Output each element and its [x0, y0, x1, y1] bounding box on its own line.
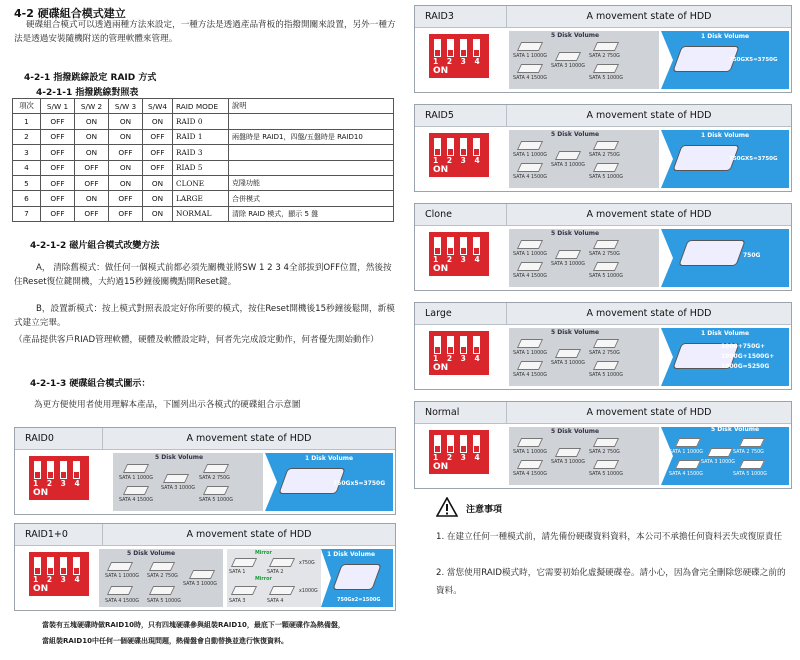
- hdd-icon: [163, 474, 189, 483]
- raid10-sata1: SATA 1: [229, 570, 246, 575]
- warning-icon: [436, 497, 458, 517]
- hdd-icon: [517, 438, 543, 447]
- s5-caption: SATA 5 1000G: [589, 472, 623, 477]
- col-header: S/W 3: [109, 99, 143, 114]
- hdd-icon: [517, 339, 543, 348]
- hdd-icon: [593, 163, 619, 172]
- hdd-icon: [593, 240, 619, 249]
- raid3-panel: [414, 5, 792, 93]
- s1-caption: SATA 1 1000G: [513, 450, 547, 455]
- table-cell: RIAD 5: [173, 160, 229, 175]
- large-dip-switch: 1 2 3 4 ON: [429, 331, 489, 375]
- clone-label: Clone: [415, 204, 507, 226]
- raid10-panel: [14, 523, 396, 611]
- table-cell: OFF: [143, 160, 173, 175]
- table-cell: OFF: [41, 191, 75, 206]
- table-row: [13, 160, 394, 175]
- table-cell: 清除 RAID 模式，顯示 5 盤: [229, 206, 394, 221]
- hdd-icon: [517, 240, 543, 249]
- table-cell: ON: [143, 191, 173, 206]
- hdd-icon: [203, 464, 229, 473]
- hdd-icon: [149, 562, 175, 571]
- table-row: [13, 175, 394, 190]
- s5-caption: SATA 5 1000G: [589, 175, 623, 180]
- hdd-icon: [203, 486, 229, 495]
- s2-caption: SATA 2 750G: [589, 450, 620, 455]
- sata4-caption: SATA 4 1500G: [119, 498, 153, 503]
- hdd-icon: [555, 52, 581, 61]
- s4-caption: SATA 4 1500G: [513, 274, 547, 279]
- sata5-caption: SATA 5 1000G: [147, 599, 181, 604]
- large-1disk-volume: 1 Disk Volume: [701, 330, 750, 337]
- s5-caption: SATA 5 1000G: [589, 274, 623, 279]
- s2-caption: SATA 2 750G: [589, 153, 620, 158]
- raid3-label: RAID3: [415, 6, 507, 28]
- sata2-caption: SATA 2 750G: [199, 476, 230, 481]
- raid5-label: RAID5: [415, 105, 507, 127]
- large-panel: [414, 302, 792, 390]
- table-cell: OFF: [41, 114, 75, 129]
- s4-caption: SATA 4 1500G: [513, 175, 547, 180]
- table-cell: ON: [109, 129, 143, 144]
- s3-caption: SATA 3 1000G: [551, 460, 585, 465]
- normal-label: Normal: [415, 402, 507, 424]
- table-cell: 4: [13, 160, 41, 175]
- section-4-2-1-3: 4-2-1-3 硬碟組合模式圖示：: [30, 379, 151, 389]
- table-cell: ON: [75, 129, 109, 144]
- raid0-dip-switch: 1 2 3 4 ON: [29, 456, 89, 500]
- raid3-sum: 750GX5=3750G: [729, 57, 778, 63]
- table-cell: 3: [13, 145, 41, 160]
- s4-caption: SATA 4 1500G: [513, 76, 547, 81]
- hdd-icon: [231, 586, 257, 595]
- table-cell: 克隆功能: [229, 175, 394, 190]
- paragraph-b: B，設置新模式：按上模式對照表設定好你所要的模式，按住Reset開機後15秒鐘後鬆開，新模式建立完畢。: [14, 304, 395, 328]
- mirror-label-1: Mirror: [255, 551, 272, 556]
- hdd-icon: [675, 438, 701, 447]
- raid3-1disk-volume: 1 Disk Volume: [701, 33, 750, 40]
- raid10-sata4: SATA 4: [267, 599, 284, 604]
- table-cell: OFF: [41, 206, 75, 221]
- s3-caption: SATA 3 1000G: [551, 262, 585, 267]
- hdd-icon: [149, 586, 175, 595]
- big-disk-icon: [678, 240, 745, 266]
- clone-5disk-volume: 5 Disk Volume: [551, 230, 600, 237]
- table-cell: OFF: [109, 145, 143, 160]
- table-cell: RAID 3: [173, 145, 229, 160]
- hdd-icon: [555, 151, 581, 160]
- table-row: [13, 191, 394, 206]
- raid10-sum: 750Gx2=1500G: [337, 597, 381, 603]
- table-cell: OFF: [75, 206, 109, 221]
- hdd-icon: [739, 438, 765, 447]
- table-cell: ON: [75, 114, 109, 129]
- table-cell: 2: [13, 129, 41, 144]
- table-cell: OFF: [75, 160, 109, 175]
- hdd-icon: [555, 448, 581, 457]
- table-cell: 1: [13, 114, 41, 129]
- table-cell: 7: [13, 206, 41, 221]
- s3-caption: SATA 3 1000G: [551, 361, 585, 366]
- hdd-icon: [593, 438, 619, 447]
- table-row: [13, 145, 394, 160]
- raid10-footnote-2: 當組裝RAID10中任何一個硬碟出現問題，熱備盤會自動替換並進行恢復資料。: [42, 637, 288, 645]
- notice-title: 注意事項: [466, 505, 503, 515]
- table-cell: ON: [143, 175, 173, 190]
- large-sum-3: 1000G=5250G: [721, 363, 770, 370]
- table-cell: RAID 0: [173, 114, 229, 129]
- table-cell: [229, 145, 394, 160]
- s2-caption: SATA 2 750G: [589, 351, 620, 356]
- s2-caption: SATA 2 750G: [589, 252, 620, 257]
- raid0-5disk-volume: 5 Disk Volume: [155, 454, 204, 461]
- hdd-icon: [107, 562, 133, 571]
- raid0-label: RAID0: [15, 428, 103, 450]
- table-cell: OFF: [109, 191, 143, 206]
- s5-caption: SATA 5 1000G: [589, 76, 623, 81]
- table-cell: OFF: [41, 175, 75, 190]
- table-cell: ON: [143, 206, 173, 221]
- raid5-title: A movement state of HDD: [586, 110, 712, 121]
- raid3-dip-switch: 1 2 3 4 ON: [429, 34, 489, 78]
- raid10-footnote-1: 當裝有五塊硬碟時做RAID10時，只有四塊硬碟參與組裝RAID10，最底下一顆硬碟作為熱備盤，: [42, 621, 345, 629]
- table-cell: OFF: [41, 129, 75, 144]
- normal-5disk-volume: 5 Disk Volume: [551, 428, 600, 435]
- large-sum-1: 1000+750G+: [721, 343, 766, 350]
- hdd-icon: [517, 141, 543, 150]
- page-heading: 4-2 硬碟組合模式建立: [14, 7, 126, 20]
- sata2-caption: SATA 2 750G: [147, 574, 178, 579]
- raid10-dip-switch: 1 2 3 4 ON: [29, 552, 89, 596]
- paragraph-a: A， 清除舊模式：做任何一個模式前都必須先關機並將SW 1 2 3 4全部拔到OFF位置，然後按住Reset復位鍵開機，大約過15秒鐘後關機點開Reset鍵。: [14, 263, 392, 287]
- mirror-label-2: Mirror: [255, 577, 272, 582]
- hdd-icon: [517, 460, 543, 469]
- table-row: [13, 206, 394, 221]
- s5-caption: SATA 5 1000G: [589, 373, 623, 378]
- large-sum-2: 1000G+1500G+: [721, 353, 775, 360]
- raid5-5disk-volume: 5 Disk Volume: [551, 131, 600, 138]
- table-cell: ON: [109, 114, 143, 129]
- hdd-icon: [593, 460, 619, 469]
- raid0-sum: 750Gx5=3750G: [333, 480, 386, 487]
- hdd-icon: [123, 464, 149, 473]
- hdd-icon: [593, 141, 619, 150]
- table-cell: OFF: [143, 129, 173, 144]
- table-cell: NORMAL: [173, 206, 229, 221]
- s2-caption: SATA 2 750G: [589, 54, 620, 59]
- s5-caption-right: SATA 5 1000G: [733, 472, 767, 477]
- raid0-1disk-volume: 1 Disk Volume: [305, 455, 354, 462]
- raid10-5disk-volume: 5 Disk Volume: [127, 550, 176, 557]
- raid10-1disk-volume: 1 Disk Volume: [327, 551, 376, 558]
- s4-caption: SATA 4 1500G: [513, 373, 547, 378]
- hdd-icon: [269, 558, 295, 567]
- hdd-icon: [555, 349, 581, 358]
- paragraph-c: （產品提供客戶RIAD管理軟體，硬體及軟體設定時，何者先完成設定動作，何者優先開始動作）: [14, 335, 379, 345]
- raid10-label: RAID1+0: [15, 524, 103, 546]
- table-cell: RAID 1: [173, 129, 229, 144]
- section-4-2-1-2: 4-2-1-2 磁片組合模式改變方法: [30, 241, 160, 251]
- hdd-icon: [517, 163, 543, 172]
- raid5-dip-switch: 1 2 3 4 ON: [429, 133, 489, 177]
- sata1-caption: SATA 1 1000G: [119, 476, 153, 481]
- hdd-icon: [517, 42, 543, 51]
- table-row: [13, 129, 394, 144]
- raid5-panel: [414, 104, 792, 192]
- raid10-title: A movement state of HDD: [186, 529, 312, 540]
- sata5-caption: SATA 5 1000G: [199, 498, 233, 503]
- s3-caption: SATA 3 1000G: [551, 64, 585, 69]
- s3-caption: SATA 3 1000G: [551, 163, 585, 168]
- normal-panel: [414, 401, 792, 489]
- hdd-icon: [517, 64, 543, 73]
- raid5-1disk-volume: 1 Disk Volume: [701, 132, 750, 139]
- s4-caption-right: SATA 4 1500G: [669, 472, 703, 477]
- hdd-icon: [593, 339, 619, 348]
- table-cell: CLONE: [173, 175, 229, 190]
- raid3-5disk-volume: 5 Disk Volume: [551, 32, 600, 39]
- hdd-icon: [517, 262, 543, 271]
- dip-switch-table: [12, 98, 394, 222]
- raid0-panel: [14, 427, 396, 515]
- s1-caption: SATA 1 1000G: [513, 153, 547, 158]
- table-cell: OFF: [75, 175, 109, 190]
- hdd-icon: [107, 586, 133, 595]
- clone-panel: [414, 203, 792, 291]
- s3-caption-right: SATA 3 1000G: [701, 460, 735, 465]
- s1-caption-right: SATA 1 1000G: [669, 450, 703, 455]
- normal-dip-switch: 1 2 3 4 ON: [429, 430, 489, 474]
- col-header: S/W 1: [41, 99, 75, 114]
- table-cell: [229, 114, 394, 129]
- hdd-icon: [231, 558, 257, 567]
- sata3-caption: SATA 3 1000G: [183, 582, 217, 587]
- large-title: A movement state of HDD: [586, 308, 712, 319]
- table-cell: OFF: [109, 206, 143, 221]
- table-cell: 6: [13, 191, 41, 206]
- s1-caption: SATA 1 1000G: [513, 54, 547, 59]
- notice-item-1: 1. 在建立任何一種模式前，請先備份硬碟資料資料，本公司不承擔任何資料丟失或復原責任: [436, 532, 783, 542]
- col-header: 項次: [13, 99, 41, 114]
- hdd-icon: [739, 460, 765, 469]
- table-cell: ON: [109, 175, 143, 190]
- col-header: RAID MODE: [173, 99, 229, 114]
- hdd-icon: [593, 361, 619, 370]
- section-4-2-1: 4-2-1 指撥跳線設定 RAID 方式: [24, 73, 157, 83]
- hdd-icon: [593, 262, 619, 271]
- col-header: 說明: [229, 99, 394, 114]
- table-header-row: [13, 99, 394, 114]
- table-cell: [229, 160, 394, 175]
- table-cell: 合併模式: [229, 191, 394, 206]
- clone-title: A movement state of HDD: [586, 209, 712, 220]
- hdd-icon: [593, 42, 619, 51]
- clone-dip-switch: 1 2 3 4 ON: [429, 232, 489, 276]
- table-cell: ON: [143, 114, 173, 129]
- col-header: S/W 2: [75, 99, 109, 114]
- hdd-icon: [517, 361, 543, 370]
- table-cell: ON: [109, 160, 143, 175]
- sata1-caption: SATA 1 1000G: [105, 574, 139, 579]
- paragraph-d: 為更方便使用者使用理解本產品，下圖列出示各模式的硬碟組合示意圖: [34, 400, 301, 410]
- s1-caption: SATA 1 1000G: [513, 351, 547, 356]
- table-row: [13, 114, 394, 129]
- table-cell: OFF: [41, 160, 75, 175]
- hdd-icon: [189, 570, 215, 579]
- table-cell: OFF: [41, 145, 75, 160]
- raid3-title: A movement state of HDD: [586, 11, 712, 22]
- clone-sum: 750G: [743, 252, 761, 259]
- section-4-2-1-1: 4-2-1-1 指撥跳線對照表: [36, 88, 139, 98]
- s4-caption: SATA 4 1500G: [513, 472, 547, 477]
- notice-item-2: 2. 當您使用RAID模式時，它需要初始化虛擬硬碟卷。請小心，因為會完全刪除您硬碟之前的資料。: [436, 568, 786, 596]
- col-header: S/W4: [143, 99, 173, 114]
- table-cell: LARGE: [173, 191, 229, 206]
- raid10-sata2: SATA 2: [267, 570, 284, 575]
- large-5disk-volume: 5 Disk Volume: [551, 329, 600, 336]
- raid10-size1: x750G: [299, 561, 315, 566]
- hdd-icon: [555, 250, 581, 259]
- hdd-icon: [269, 586, 295, 595]
- normal-title: A movement state of HDD: [586, 407, 712, 418]
- table-cell: OFF: [143, 145, 173, 160]
- table-cell: 兩盤時是 RAID1，四盤/五盤時是 RAID10: [229, 129, 394, 144]
- table-cell: ON: [75, 145, 109, 160]
- s1-caption: SATA 1 1000G: [513, 252, 547, 257]
- hdd-icon: [123, 486, 149, 495]
- sata4-caption: SATA 4 1500G: [105, 599, 139, 604]
- large-label: Large: [415, 303, 507, 325]
- table-cell: 5: [13, 175, 41, 190]
- hdd-icon: [593, 64, 619, 73]
- s2-caption-right: SATA 2 750G: [733, 450, 764, 455]
- hdd-icon: [707, 448, 733, 457]
- intro-paragraph: 硬碟組合模式可以透過兩種方法來設定，一種方法是透過產品背板的指撥開關來設置，另外一種方法是透過安裝隨機附送的管理軟體來管理。: [14, 20, 396, 44]
- raid10-sata3: SATA 3: [229, 599, 246, 604]
- raid0-title: A movement state of HDD: [186, 433, 312, 444]
- hdd-icon: [675, 460, 701, 469]
- normal-5disk-volume-right: 5 Disk Volume: [711, 426, 760, 433]
- table-cell: ON: [75, 191, 109, 206]
- raid10-size2: x1000G: [299, 589, 318, 594]
- raid5-sum: 750GX5=3750G: [729, 156, 778, 162]
- sata3-caption: SATA 3 1000G: [161, 486, 195, 491]
